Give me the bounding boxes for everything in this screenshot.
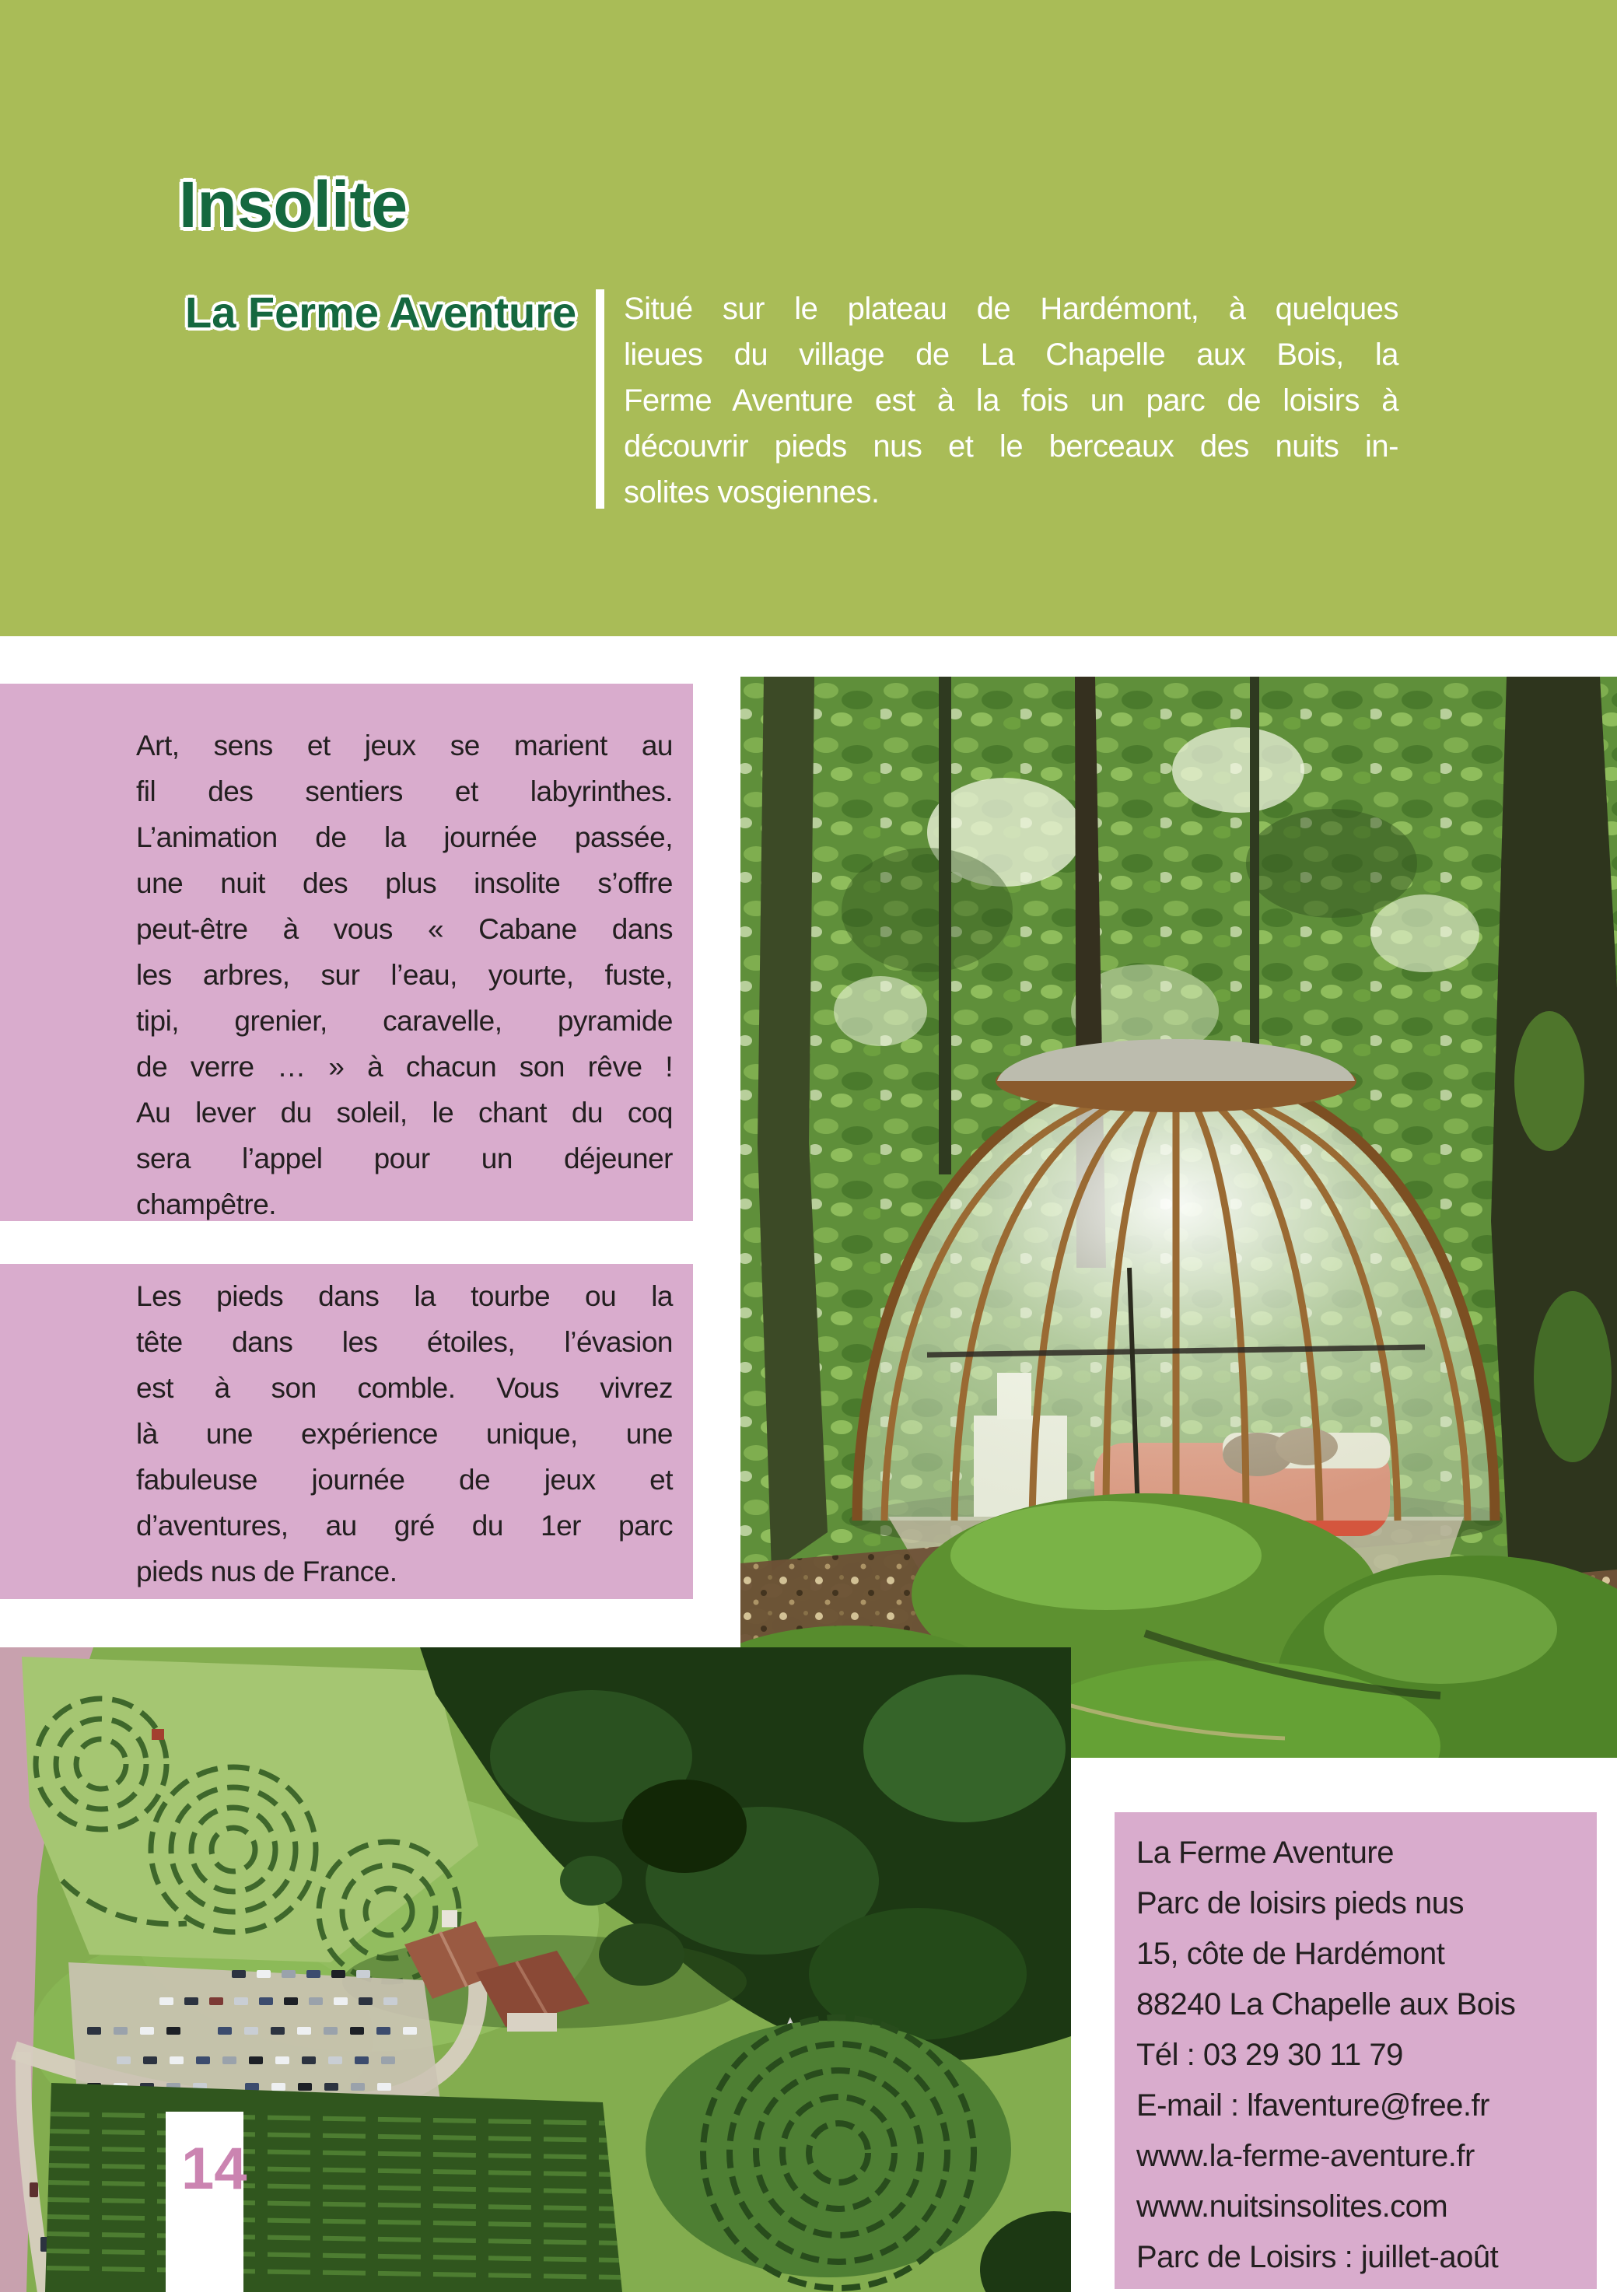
aerial-photo-illustration: [0, 1647, 1071, 2292]
intro-line: solites vosgiennes.: [624, 475, 880, 509]
section-title: Insolite: [179, 168, 408, 241]
contact-line: www.la-ferme-aventure.fr: [1136, 2139, 1475, 2173]
contact-line: Parc de loisirs pieds nus: [1136, 1886, 1465, 1920]
body-line: de verre … » à chacun son rêve !: [136, 1051, 673, 1083]
body-line: Art, sens et jeux se marient au: [136, 730, 673, 761]
intro-line: Situé sur le plateau de Hardémont, à quelques: [624, 292, 1398, 326]
body-line: Les pieds dans la tourbe ou la: [136, 1280, 673, 1312]
contact-line: Tél : 03 29 30 11 79: [1136, 2038, 1403, 2072]
contact-line: E-mail : lfaventure@free.fr: [1136, 2088, 1489, 2123]
article-title: La Ferme Aventure: [185, 288, 577, 337]
contact-line: Parc de Loisirs : juillet-août: [1136, 2240, 1499, 2274]
intro-paragraph: [624, 286, 1398, 516]
paragraph-block-1: [0, 684, 693, 1221]
body-line: Au lever du soleil, le chant du coq: [136, 1097, 673, 1129]
divider-bar: [596, 289, 604, 509]
body-line: fil des sentiers et labyrinthes.: [136, 775, 673, 807]
paragraph-block-2: [0, 1264, 693, 1599]
transparent-dome-photo: [740, 677, 1617, 1758]
page-number-box: [166, 2112, 247, 2296]
header-band: [0, 0, 1617, 636]
body-line: champêtre.: [136, 1188, 277, 1220]
body-line: tête dans les étoiles, l’évasion: [136, 1326, 673, 1358]
intro-line: Ferme Aventure est à la fois un parc de loisirs à: [624, 383, 1398, 418]
contact-line: www.nuitsinsolites.com: [1136, 2189, 1448, 2224]
body-line: L’animation de la journée passée,: [136, 821, 673, 853]
intro-line: lieues du village de La Chapelle aux Bois, la: [624, 338, 1398, 372]
contact-line: 88240 La Chapelle aux Bois: [1136, 1987, 1516, 2021]
intro-line: découvrir pieds nus et le berceaux des nuits in-: [624, 429, 1398, 464]
body-line: tipi, grenier, caravelle, pyramide: [136, 1005, 673, 1037]
contact-line: 15, côte de Hardémont: [1136, 1937, 1445, 1971]
aerial-maze-photo: [0, 1647, 1071, 2292]
body-line: d’aventures, au gré du 1er parc: [136, 1510, 673, 1542]
contact-line: La Ferme Aventure: [1136, 1836, 1394, 1870]
body-line: sera l’appel pour un déjeuner: [136, 1143, 673, 1174]
body-line: peut-être à vous « Cabane dans: [136, 913, 673, 945]
contact-block: [1115, 1812, 1597, 2289]
body-line: là une expérience unique, une: [136, 1418, 673, 1450]
body-line: est à son comble. Vous vivrez: [136, 1372, 673, 1404]
body-line: les arbres, sur l’eau, yourte, fuste,: [136, 959, 673, 991]
dome-photo-illustration: [740, 677, 1617, 1758]
page-number: 14: [181, 2136, 247, 2202]
body-line: fabuleuse journée de jeux et: [136, 1464, 673, 1496]
body-line: pieds nus de France.: [136, 1556, 397, 1587]
body-line: une nuit des plus insolite s’offre: [136, 867, 673, 899]
